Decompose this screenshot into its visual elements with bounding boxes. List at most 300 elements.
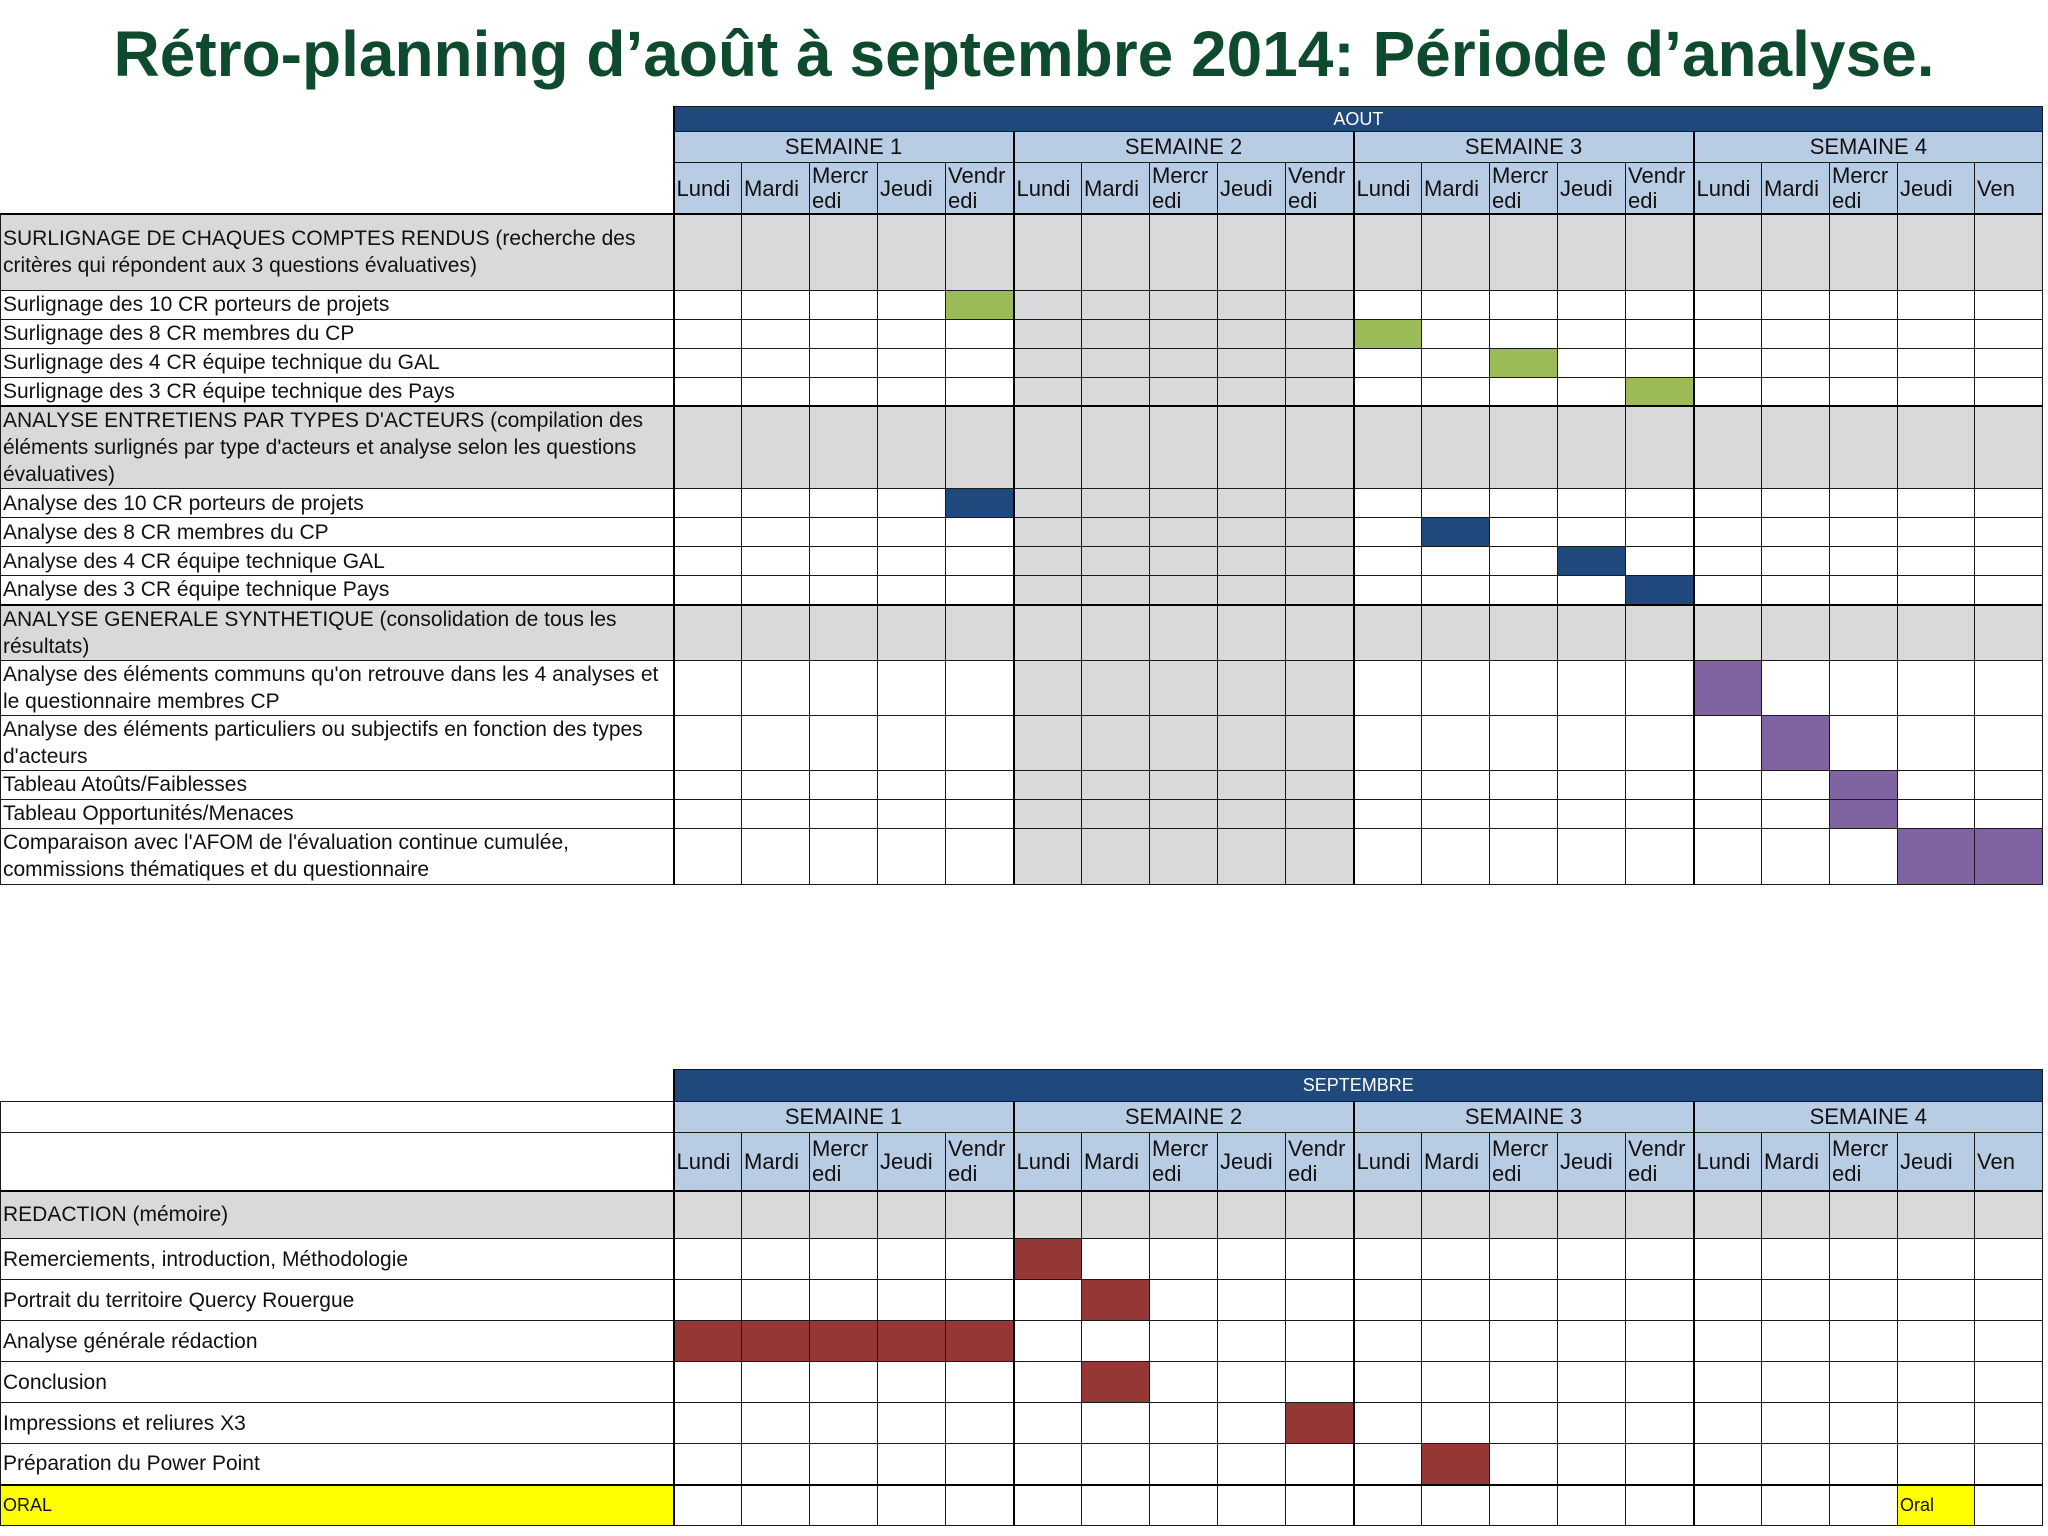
gantt-cell bbox=[1014, 1485, 1082, 1526]
gantt-cell bbox=[1218, 1444, 1286, 1485]
gantt-cell bbox=[1830, 1362, 1898, 1403]
gantt-cell bbox=[1762, 1280, 1830, 1321]
task-label: Surlignage des 3 CR équipe technique des Pays bbox=[1, 377, 674, 406]
gantt-cell bbox=[810, 605, 878, 661]
gantt-cell bbox=[1354, 770, 1422, 799]
gantt-cell bbox=[810, 518, 878, 547]
gantt-bar-cell bbox=[1830, 799, 1898, 828]
page-title: Rétro-planning d’août à septembre 2014: Période d’analyse. bbox=[113, 18, 1935, 90]
gantt-cell bbox=[674, 605, 742, 661]
task-row bbox=[1, 518, 2043, 547]
gantt-cell bbox=[878, 1191, 946, 1239]
gantt-cell bbox=[1354, 799, 1422, 828]
gantt-cell bbox=[1150, 1362, 1218, 1403]
gantt-cell bbox=[1762, 1403, 1830, 1444]
gantt-cell bbox=[1286, 576, 1354, 605]
gantt-cell bbox=[1286, 1239, 1354, 1280]
gantt-cell bbox=[946, 576, 1014, 605]
gantt-cell bbox=[1286, 489, 1354, 518]
gantt-cell bbox=[1150, 406, 1218, 489]
gantt-cell bbox=[1975, 1444, 2043, 1485]
gantt-cell bbox=[1558, 1191, 1626, 1239]
gantt-cell bbox=[1975, 715, 2043, 770]
gantt-cell bbox=[946, 319, 1014, 348]
day-row bbox=[1, 163, 2043, 215]
gantt-cell bbox=[1150, 715, 1218, 770]
gantt-cell bbox=[1558, 799, 1626, 828]
gantt-cell bbox=[1286, 1280, 1354, 1321]
gantt-cell bbox=[810, 1280, 878, 1321]
task-row bbox=[1, 1403, 2043, 1444]
gantt-cell bbox=[1558, 828, 1626, 884]
gantt-cell bbox=[1286, 214, 1354, 290]
gantt-cell bbox=[1490, 605, 1558, 661]
gantt-cell bbox=[742, 547, 810, 576]
gantt-cell bbox=[674, 547, 742, 576]
gantt-cell bbox=[1422, 1191, 1490, 1239]
gantt-cell bbox=[1286, 1362, 1354, 1403]
gantt-cell bbox=[1014, 348, 1082, 377]
gantt-cell bbox=[1558, 576, 1626, 605]
gantt-cell bbox=[1354, 1321, 1422, 1362]
gantt-bar-cell bbox=[946, 489, 1014, 518]
gantt-cell bbox=[1898, 1321, 1975, 1362]
gantt-cell bbox=[810, 660, 878, 715]
week-header-2: SEMAINE 2 bbox=[1014, 1102, 1354, 1133]
gantt-cell bbox=[1762, 605, 1830, 661]
section-row bbox=[1, 214, 2043, 290]
gantt-cell bbox=[1354, 518, 1422, 547]
gantt-cell bbox=[1422, 770, 1490, 799]
gantt-cell bbox=[1422, 605, 1490, 661]
gantt-cell bbox=[1830, 1321, 1898, 1362]
day-header: Mercr edi bbox=[810, 1133, 878, 1191]
gantt-cell bbox=[1626, 605, 1694, 661]
gantt-cell bbox=[810, 1444, 878, 1485]
gantt-cell bbox=[946, 214, 1014, 290]
task-row bbox=[1, 348, 2043, 377]
gantt-cell bbox=[674, 348, 742, 377]
gantt-cell bbox=[1830, 489, 1898, 518]
task-row bbox=[1, 377, 2043, 406]
gantt-cell bbox=[674, 1280, 742, 1321]
gantt-cell bbox=[1286, 605, 1354, 661]
task-label: Comparaison avec l'AFOM de l'évaluation continue cumulée, commissions thématiques et du questionnaire bbox=[1, 828, 674, 884]
gantt-cell bbox=[810, 828, 878, 884]
gantt-cell bbox=[946, 1239, 1014, 1280]
gantt-cell bbox=[1218, 489, 1286, 518]
gantt-cell bbox=[1150, 319, 1218, 348]
gantt-cell bbox=[1490, 1191, 1558, 1239]
header-spacer bbox=[1, 107, 674, 132]
gantt-cell bbox=[1014, 290, 1082, 319]
gantt-cell bbox=[1626, 1280, 1694, 1321]
gantt-cell bbox=[1558, 1280, 1626, 1321]
gantt-cell bbox=[742, 770, 810, 799]
gantt-cell bbox=[1626, 1485, 1694, 1526]
gantt-cell bbox=[1762, 214, 1830, 290]
gantt-cell bbox=[1694, 1485, 1762, 1526]
gantt-cell bbox=[674, 799, 742, 828]
gantt-cell bbox=[1830, 319, 1898, 348]
gantt-cell bbox=[946, 1280, 1014, 1321]
gantt-cell bbox=[878, 1403, 946, 1444]
gantt-cell bbox=[1975, 319, 2043, 348]
gantt-cell bbox=[1626, 828, 1694, 884]
gantt-cell bbox=[1286, 1321, 1354, 1362]
gantt-cell bbox=[1694, 799, 1762, 828]
week-header-1: SEMAINE 1 bbox=[674, 132, 1014, 163]
gantt-cell bbox=[1975, 406, 2043, 489]
day-header: Lundi bbox=[674, 1133, 742, 1191]
gantt-bar-cell bbox=[1898, 828, 1975, 884]
day-header: Lundi bbox=[674, 163, 742, 215]
gantt-cell bbox=[946, 1362, 1014, 1403]
task-label: Préparation du Power Point bbox=[1, 1444, 674, 1485]
gantt-cell bbox=[1694, 1321, 1762, 1362]
header-spacer bbox=[1, 1070, 674, 1102]
gantt-cell bbox=[1218, 770, 1286, 799]
gantt-cell bbox=[1762, 770, 1830, 799]
section-row bbox=[1, 1191, 2043, 1239]
gantt-cell bbox=[1286, 377, 1354, 406]
gantt-cell bbox=[1830, 1403, 1898, 1444]
day-header: Vendr edi bbox=[946, 163, 1014, 215]
gantt-cell bbox=[1762, 319, 1830, 348]
gantt-cell bbox=[1694, 1362, 1762, 1403]
day-header: Lundi bbox=[1694, 1133, 1762, 1191]
gantt-cell bbox=[1082, 1444, 1150, 1485]
gantt-cell bbox=[674, 828, 742, 884]
gantt-cell bbox=[1490, 799, 1558, 828]
gantt-cell bbox=[1354, 1485, 1422, 1526]
gantt-cell bbox=[1354, 547, 1422, 576]
task-label: Remerciements, introduction, Méthodologie bbox=[1, 1239, 674, 1280]
gantt-cell bbox=[1150, 1444, 1218, 1485]
gantt-bar-cell bbox=[1422, 1444, 1490, 1485]
gantt-cell bbox=[1082, 1485, 1150, 1526]
gantt-cell bbox=[1490, 214, 1558, 290]
oral-cell: Oral bbox=[1898, 1485, 1975, 1526]
gantt-cell bbox=[1762, 1191, 1830, 1239]
gantt-cell bbox=[1490, 518, 1558, 547]
gantt-cell bbox=[1975, 547, 2043, 576]
day-header: Mardi bbox=[1082, 163, 1150, 215]
gantt-cell bbox=[1354, 576, 1422, 605]
gantt-cell bbox=[1082, 1403, 1150, 1444]
gantt-table-septembre bbox=[0, 1069, 2043, 1526]
gantt-cell bbox=[946, 605, 1014, 661]
gantt-cell bbox=[946, 770, 1014, 799]
gantt-cell bbox=[1422, 377, 1490, 406]
gantt-cell bbox=[1898, 605, 1975, 661]
day-header: Mercr edi bbox=[1830, 1133, 1898, 1191]
gantt-cell bbox=[1762, 576, 1830, 605]
task-row bbox=[1, 715, 2043, 770]
gantt-cell bbox=[810, 1362, 878, 1403]
gantt-cell bbox=[1762, 1239, 1830, 1280]
gantt-cell bbox=[1762, 1321, 1830, 1362]
task-label: Analyse des 10 CR porteurs de projets bbox=[1, 489, 674, 518]
gantt-cell bbox=[1082, 660, 1150, 715]
gantt-cell bbox=[1558, 290, 1626, 319]
gantt-cell bbox=[1626, 1403, 1694, 1444]
gantt-cell bbox=[674, 518, 742, 547]
gantt-cell bbox=[742, 348, 810, 377]
gantt-cell bbox=[1490, 1239, 1558, 1280]
section-row bbox=[1, 605, 2043, 661]
task-row bbox=[1, 1362, 2043, 1403]
gantt-cell bbox=[1490, 406, 1558, 489]
gantt-cell bbox=[674, 290, 742, 319]
gantt-cell bbox=[742, 1444, 810, 1485]
gantt-cell bbox=[1422, 290, 1490, 319]
day-header: Jeudi bbox=[1898, 163, 1975, 215]
gantt-cell bbox=[1218, 1239, 1286, 1280]
gantt-cell bbox=[1286, 770, 1354, 799]
gantt-cell bbox=[1558, 1403, 1626, 1444]
gantt-cell bbox=[1975, 518, 2043, 547]
gantt-cell bbox=[1830, 1191, 1898, 1239]
gantt-cell bbox=[878, 290, 946, 319]
gantt-cell bbox=[1490, 715, 1558, 770]
gantt-cell bbox=[878, 319, 946, 348]
gantt-cell bbox=[810, 547, 878, 576]
gantt-cell bbox=[674, 1444, 742, 1485]
gantt-cell bbox=[1150, 1280, 1218, 1321]
gantt-cell bbox=[1558, 1239, 1626, 1280]
gantt-cell bbox=[1082, 518, 1150, 547]
gantt-cell bbox=[1558, 605, 1626, 661]
gantt-cell bbox=[1898, 1191, 1975, 1239]
gantt-cell bbox=[810, 489, 878, 518]
month-row bbox=[1, 1070, 2043, 1102]
gantt-cell bbox=[1354, 214, 1422, 290]
day-header: Ven bbox=[1975, 163, 2043, 215]
gantt-cell bbox=[1218, 406, 1286, 489]
gantt-cell bbox=[1490, 1444, 1558, 1485]
gantt-cell bbox=[878, 1362, 946, 1403]
gantt-cell bbox=[1558, 1485, 1626, 1526]
gantt-cell bbox=[1354, 1239, 1422, 1280]
gantt-cell bbox=[1286, 1444, 1354, 1485]
gantt-cell bbox=[1218, 319, 1286, 348]
gantt-cell bbox=[1626, 715, 1694, 770]
gantt-cell bbox=[1626, 214, 1694, 290]
gantt-cell bbox=[1150, 660, 1218, 715]
gantt-cell bbox=[1558, 214, 1626, 290]
gantt-cell bbox=[1150, 348, 1218, 377]
gantt-cell bbox=[810, 214, 878, 290]
week-header-3: SEMAINE 3 bbox=[1354, 1102, 1694, 1133]
gantt-cell bbox=[1558, 348, 1626, 377]
gantt-cell bbox=[1218, 1280, 1286, 1321]
gantt-cell bbox=[1830, 715, 1898, 770]
gantt-cell bbox=[1218, 799, 1286, 828]
section-label: REDACTION (mémoire) bbox=[1, 1191, 674, 1239]
gantt-cell bbox=[1830, 290, 1898, 319]
gantt-cell bbox=[1014, 1403, 1082, 1444]
gantt-cell bbox=[1218, 290, 1286, 319]
day-header: Jeudi bbox=[1558, 163, 1626, 215]
gantt-cell bbox=[1975, 1485, 2043, 1526]
gantt-cell bbox=[1762, 377, 1830, 406]
task-label: Analyse des éléments communs qu'on retrouve dans les 4 analyses et le questionnaire membres CP bbox=[1, 660, 674, 715]
gantt-cell bbox=[1694, 828, 1762, 884]
gantt-bar-cell bbox=[1082, 1362, 1150, 1403]
gantt-cell bbox=[1354, 1191, 1422, 1239]
day-header: Lundi bbox=[1694, 163, 1762, 215]
gantt-cell bbox=[1422, 214, 1490, 290]
gantt-cell bbox=[1490, 290, 1558, 319]
gantt-cell bbox=[1694, 547, 1762, 576]
gantt-cell bbox=[810, 715, 878, 770]
gantt-cell bbox=[1626, 319, 1694, 348]
gantt-cell bbox=[878, 715, 946, 770]
task-label: Tableau Opportunités/Menaces bbox=[1, 799, 674, 828]
gantt-cell bbox=[946, 348, 1014, 377]
gantt-cell bbox=[1082, 377, 1150, 406]
gantt-cell bbox=[1975, 377, 2043, 406]
gantt-cell bbox=[1975, 799, 2043, 828]
header-spacer bbox=[1, 132, 674, 163]
gantt-cell bbox=[1975, 348, 2043, 377]
gantt-cell bbox=[1898, 348, 1975, 377]
gantt-cell bbox=[1694, 348, 1762, 377]
gantt-cell bbox=[1558, 1362, 1626, 1403]
day-header: Mardi bbox=[1762, 1133, 1830, 1191]
gantt-cell bbox=[1694, 576, 1762, 605]
gantt-cell bbox=[674, 1191, 742, 1239]
gantt-cell bbox=[1422, 348, 1490, 377]
gantt-cell bbox=[1975, 576, 2043, 605]
gantt-cell bbox=[1354, 377, 1422, 406]
gantt-cell bbox=[1898, 518, 1975, 547]
gantt-cell bbox=[1286, 406, 1354, 489]
gantt-cell bbox=[742, 1280, 810, 1321]
gantt-cell bbox=[1830, 348, 1898, 377]
gantt-cell bbox=[1354, 406, 1422, 489]
gantt-bar-cell bbox=[1830, 770, 1898, 799]
gantt-cell bbox=[1694, 489, 1762, 518]
gantt-cell bbox=[1150, 1485, 1218, 1526]
gantt-cell bbox=[878, 1239, 946, 1280]
day-header: Lundi bbox=[1014, 1133, 1082, 1191]
gantt-cell bbox=[1762, 1362, 1830, 1403]
gantt-cell bbox=[1830, 1444, 1898, 1485]
gantt-cell bbox=[742, 489, 810, 518]
gantt-cell bbox=[1490, 1403, 1558, 1444]
gantt-cell bbox=[1830, 547, 1898, 576]
gantt-cell bbox=[1898, 770, 1975, 799]
gantt-cell bbox=[1422, 576, 1490, 605]
gantt-cell bbox=[810, 770, 878, 799]
gantt-cell bbox=[1286, 715, 1354, 770]
gantt-bar-cell bbox=[1975, 828, 2043, 884]
gantt-cell bbox=[1490, 1321, 1558, 1362]
task-label: Portrait du territoire Quercy Rouergue bbox=[1, 1280, 674, 1321]
gantt-cell bbox=[1014, 1280, 1082, 1321]
gantt-cell bbox=[1490, 489, 1558, 518]
gantt-cell bbox=[810, 1485, 878, 1526]
task-row bbox=[1, 290, 2043, 319]
gantt-cell bbox=[1218, 576, 1286, 605]
gantt-cell bbox=[1014, 547, 1082, 576]
day-header: Mardi bbox=[1762, 163, 1830, 215]
gantt-cell bbox=[878, 660, 946, 715]
gantt-cell bbox=[1694, 605, 1762, 661]
gantt-cell bbox=[1626, 799, 1694, 828]
gantt-cell bbox=[1150, 605, 1218, 661]
header-spacer bbox=[1, 163, 674, 215]
gantt-cell bbox=[1354, 605, 1422, 661]
gantt-cell bbox=[1286, 290, 1354, 319]
gantt-cell bbox=[1490, 828, 1558, 884]
gantt-cell bbox=[1558, 319, 1626, 348]
day-header: Vendr edi bbox=[946, 1133, 1014, 1191]
gantt-cell bbox=[742, 518, 810, 547]
task-label: Analyse des 8 CR membres du CP bbox=[1, 518, 674, 547]
gantt-cell bbox=[1082, 319, 1150, 348]
gantt-bar-cell bbox=[1014, 1239, 1082, 1280]
gantt-cell bbox=[1082, 1191, 1150, 1239]
gantt-cell bbox=[878, 547, 946, 576]
gantt-cell bbox=[1898, 319, 1975, 348]
day-header: Lundi bbox=[1354, 1133, 1422, 1191]
gantt-cell bbox=[878, 1280, 946, 1321]
gantt-cell bbox=[1082, 348, 1150, 377]
gantt-cell bbox=[1014, 770, 1082, 799]
gantt-cell bbox=[1830, 828, 1898, 884]
gantt-cell bbox=[1626, 1321, 1694, 1362]
gantt-cell bbox=[1694, 377, 1762, 406]
gantt-cell bbox=[1694, 1239, 1762, 1280]
gantt-bar-cell bbox=[946, 1321, 1014, 1362]
gantt-cell bbox=[1422, 828, 1490, 884]
gantt-cell bbox=[674, 1485, 742, 1526]
gantt-cell bbox=[1626, 1191, 1694, 1239]
gantt-bar-cell bbox=[674, 1321, 742, 1362]
gantt-cell bbox=[1694, 715, 1762, 770]
week-row bbox=[1, 1102, 2043, 1133]
gantt-cell bbox=[878, 348, 946, 377]
gantt-cell bbox=[674, 770, 742, 799]
day-header: Jeudi bbox=[878, 1133, 946, 1191]
gantt-cell bbox=[1286, 547, 1354, 576]
gantt-cell bbox=[878, 406, 946, 489]
gantt-cell bbox=[810, 377, 878, 406]
gantt-cell bbox=[1150, 290, 1218, 319]
gantt-cell bbox=[946, 660, 1014, 715]
gantt-cell bbox=[1422, 799, 1490, 828]
gantt-cell bbox=[1150, 576, 1218, 605]
gantt-cell bbox=[810, 1239, 878, 1280]
task-row bbox=[1, 489, 2043, 518]
gantt-cell bbox=[1422, 1362, 1490, 1403]
gantt-cell bbox=[878, 518, 946, 547]
gantt-cell bbox=[946, 1444, 1014, 1485]
gantt-cell bbox=[1490, 319, 1558, 348]
gantt-bar-cell bbox=[1762, 715, 1830, 770]
gantt-cell bbox=[1354, 828, 1422, 884]
gantt-cell bbox=[742, 1239, 810, 1280]
task-label: Analyse des éléments particuliers ou subjectifs en fonction des types d'acteurs bbox=[1, 715, 674, 770]
gantt-cell bbox=[742, 660, 810, 715]
header-spacer bbox=[1, 1133, 674, 1191]
gantt-bar-cell bbox=[1490, 348, 1558, 377]
gantt-cell bbox=[1490, 1485, 1558, 1526]
gantt-cell bbox=[1898, 1362, 1975, 1403]
